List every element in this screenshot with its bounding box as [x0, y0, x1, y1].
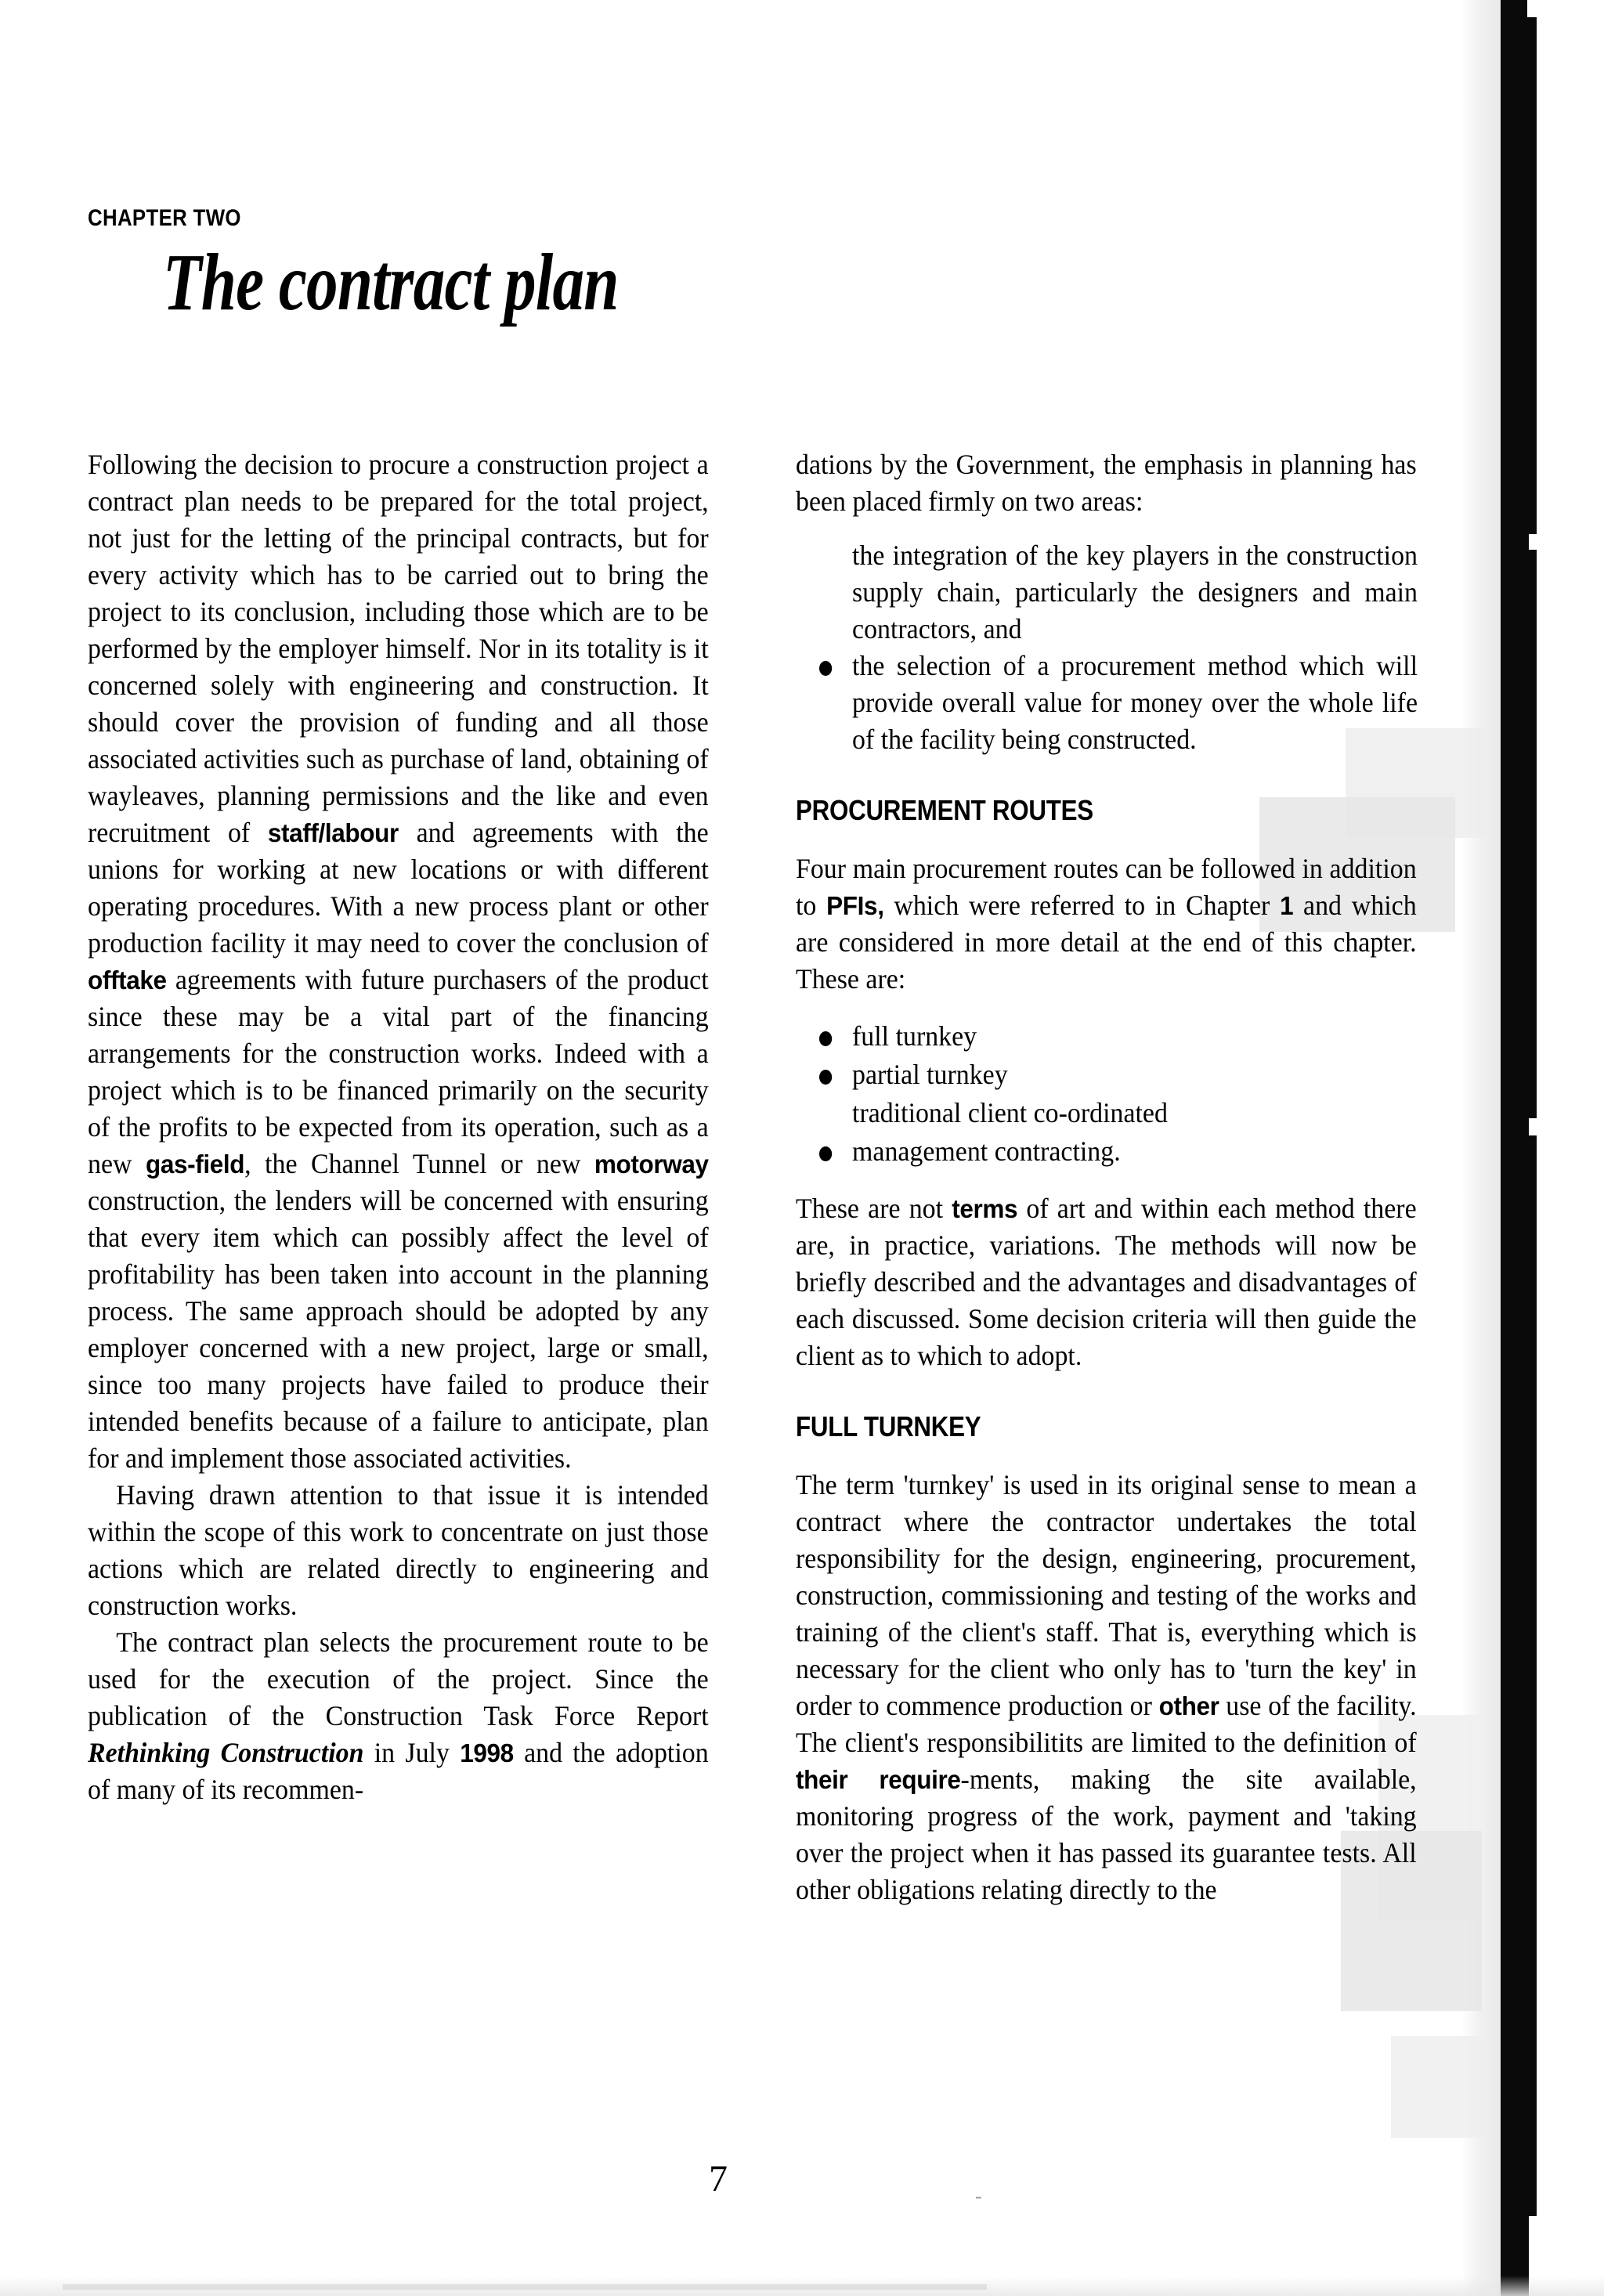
paragraph: Having drawn attention to that issue it is intended within the scope of this work to concentrate on just those actions which are related directly to engineering and construction works.	[88, 1479, 709, 1621]
list-item	[819, 1095, 1418, 1132]
body-columns	[88, 446, 1450, 1908]
paragraph: Following the decision to procure a construction project a contract plan needs to be prepared for the total project, not just for the letting of the principal contracts, but for every activity which has to be carried out to bring the project to its conclusion, including those which are to be performed by the employer himself. Nor in its totality is it concerned solely with engineering and construction. It should cover the provision of funding and all those associated activities such as purchase of land, obtaining of wayleaves, planning permissions and the like and even recruitment of staff/labour and agreements with the unions for working at new locations or with different operating procedures. With a new process plant or other production facility it may need to cover the conclusion of offtake agreements with future purchasers of the product since these may be a vital part of the financing arrangements for the construction works. Indeed with a project which is to be financed primarily on the security of the profits to be expected from its operation, such as a new gas-field, the Channel Tunnel or new motorway construction, the lenders will be concerned with ensuring that every item which can possibly affect the level of profitability has been taken into account in the planning process. The same approach should be adopted by any employer concerned with a new project, large or small, since too many projects have failed to produce their intended benefits because of a failure to anticipate, plan for and implement those associated activities.	[88, 449, 709, 1474]
list-item-label: the integration of the key players in the construction supply chain, particularly the designers and main contractors, and	[852, 540, 1418, 644]
emphasis-run: PFIs,	[826, 891, 884, 920]
bullet-dot-icon	[819, 1108, 832, 1123]
emphasis-run: other	[1158, 1691, 1219, 1720]
bullet-list	[796, 537, 1446, 758]
right-column	[796, 446, 1446, 1908]
emphasis-run: 1998	[460, 1738, 514, 1767]
emphasis-run: their require	[796, 1765, 961, 1794]
chapter-header	[88, 205, 1419, 327]
scan-notch-mid-b	[1529, 1118, 1604, 1135]
list-item	[819, 1056, 1418, 1093]
footer-mark: -	[975, 2185, 982, 2208]
bullet-dot-icon	[819, 661, 832, 676]
paragraph: dations by the Government, the emphasis in planning has been placed firmly on two areas:	[796, 449, 1417, 517]
emphasis-run: 1	[1280, 891, 1294, 920]
scan-notch-mid-a	[1529, 534, 1604, 550]
emphasis-run: motorway	[594, 1150, 709, 1179]
left-column	[88, 446, 738, 1908]
emphasis-run: gas-field	[145, 1150, 245, 1179]
list-item-label: the selection of a procurement method which will provide overall value for money over the whole life of the facility being constructed.	[852, 650, 1418, 755]
list-item	[819, 1133, 1418, 1170]
emphasis-run: offtake	[88, 966, 167, 995]
list-item-label: full turnkey	[852, 1020, 977, 1052]
page-title: The contract plan	[163, 237, 619, 327]
list-item	[819, 648, 1418, 758]
list-item	[819, 537, 1418, 648]
paragraph: The contract plan selects the procurement route to be used for the execution of the project. Since the publication of the Construction Task Force Report Rethinking Construction in July 1998 and the adoption of many of its recommen-	[88, 1626, 709, 1805]
paragraph: Four main procurement routes can be followed in addition to PFIs, which were referred to in Chapter 1 and which are considered in more detail at the end of this chapter. These are:	[796, 853, 1417, 995]
paragraph: The term 'turnkey' is used in its original sense to mean a contract where the contractor undertakes the total responsibility for the design, engineering, procurement, construction, commissioning and testing of the works and training of the client's staff. That is, everything which is necessary for the client who only has to 'turn the key' in order to commence production or other use of the facility. The client's responsibilitits are limited to the definition of their require-ments, making the site available, monitoring progress of the work, payment and 'taking over the project when it has passed its guarantee tests. All other obligations relating directly to the	[796, 1469, 1417, 1905]
list-item-label: management contracting.	[852, 1135, 1121, 1167]
list-item	[819, 1018, 1418, 1055]
scan-blotch-e	[1391, 2036, 1485, 2138]
emphasis-run: Rethinking Construction	[88, 1737, 364, 1768]
paragraph: These are not terms of art and within each method there are, in practice, variations. The methods will now be briefly described and the advantages and disadvantages of each discussed. Some decision criteria will then guide the client as to which to adopt.	[796, 1193, 1417, 1371]
scan-bottom-line	[63, 2284, 987, 2290]
bullet-dot-icon	[819, 551, 832, 565]
page-number: 7	[709, 2158, 728, 2200]
emphasis-run: staff/labour	[267, 818, 399, 847]
bullet-dot-icon	[819, 1070, 832, 1085]
bullet-list	[796, 1018, 1446, 1170]
bullet-dot-icon	[819, 1146, 832, 1161]
bullet-dot-icon	[819, 1031, 832, 1046]
emphasis-run: terms	[952, 1194, 1018, 1223]
scan-edge-dark-band	[1501, 0, 1537, 2296]
chapter-label: CHAPTER TWO	[88, 205, 241, 231]
list-item-label: partial turnkey	[852, 1059, 1008, 1090]
list-item-label: traditional client co-ordinated	[852, 1097, 1168, 1128]
section-heading-full-turnkey: FULL TURNKEY	[796, 1410, 981, 1442]
scan-notch-top	[1527, 0, 1604, 17]
section-heading-procurement-routes: PROCUREMENT ROUTES	[796, 794, 1093, 826]
